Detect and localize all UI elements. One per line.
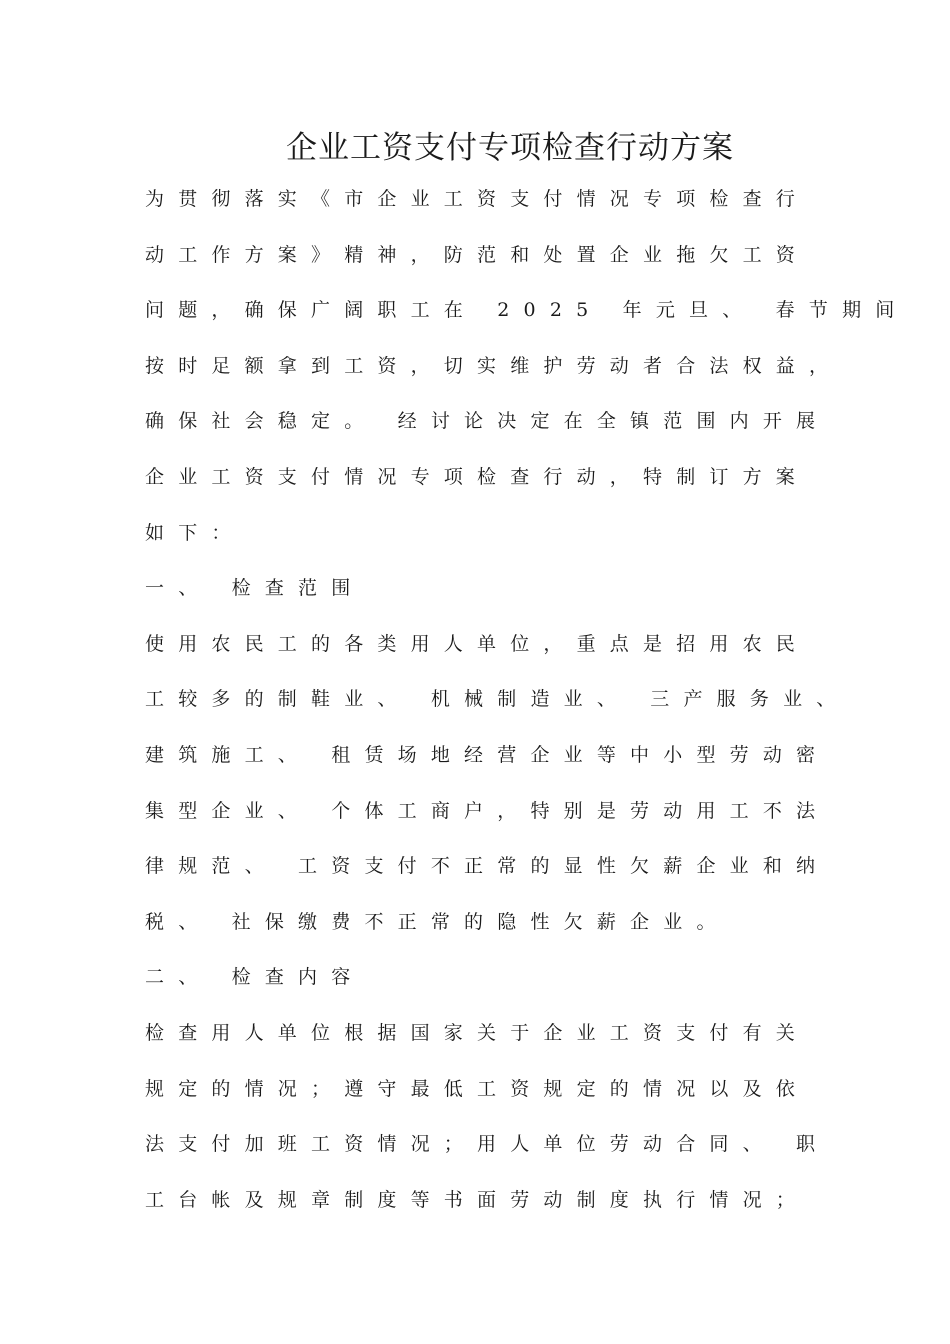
body-line: 确保社会稳定。 经讨论决定在全镇范围内开展 (145, 410, 830, 433)
body-line: 税、 社保缴费不正常的隐性欠薪企业。 (145, 910, 730, 933)
body-line: 工台帐及规章制度等书面劳动制度执行情况； (145, 1188, 810, 1211)
body-line: 使用农民工的各类用人单位，重点是招用农民 (145, 632, 810, 655)
body-line: 动工作方案》精神，防范和处置企业拖欠工资 (145, 243, 810, 266)
body-line: 建筑施工、 租赁场地经营企业等中小型劳动密 (145, 743, 830, 766)
body-line: 企业工资支付情况专项检查行动，特制订方案 (145, 465, 810, 488)
body-line: 规定的情况；遵守最低工资规定的情况以及依 (145, 1077, 810, 1100)
body-line: 集型企业、 个体工商户，特别是劳动用工不法 (145, 799, 830, 822)
body-line: 如下： (145, 521, 245, 544)
body-line: 问题，确保广阔职工在 2025 年元旦、 春节期间 (145, 299, 909, 322)
document-title: 企业工资支付专项检查行动方案 (286, 130, 734, 166)
body-line: 律规范、 工资支付不正常的显性欠薪企业和纳 (145, 855, 830, 878)
document-body (145, 172, 909, 1228)
body-line: 检查用人单位根据国家关于企业工资支付有关 (145, 1021, 810, 1044)
body-line: 为贯彻落实《市企业工资支付情况专项检查行 (145, 188, 810, 210)
section-heading-scope: 一、 检查范围 (145, 577, 365, 600)
body-line: 法支付加班工资情况；用人单位劳动合同、 职 (145, 1133, 830, 1156)
body-line: 按时足额拿到工资，切实维护劳动者合法权益， (145, 354, 843, 377)
section-heading-content: 二、 检查内容 (145, 966, 365, 989)
body-line: 工较多的制鞋业、 机械制造业、 三产服务业、 (145, 688, 850, 711)
